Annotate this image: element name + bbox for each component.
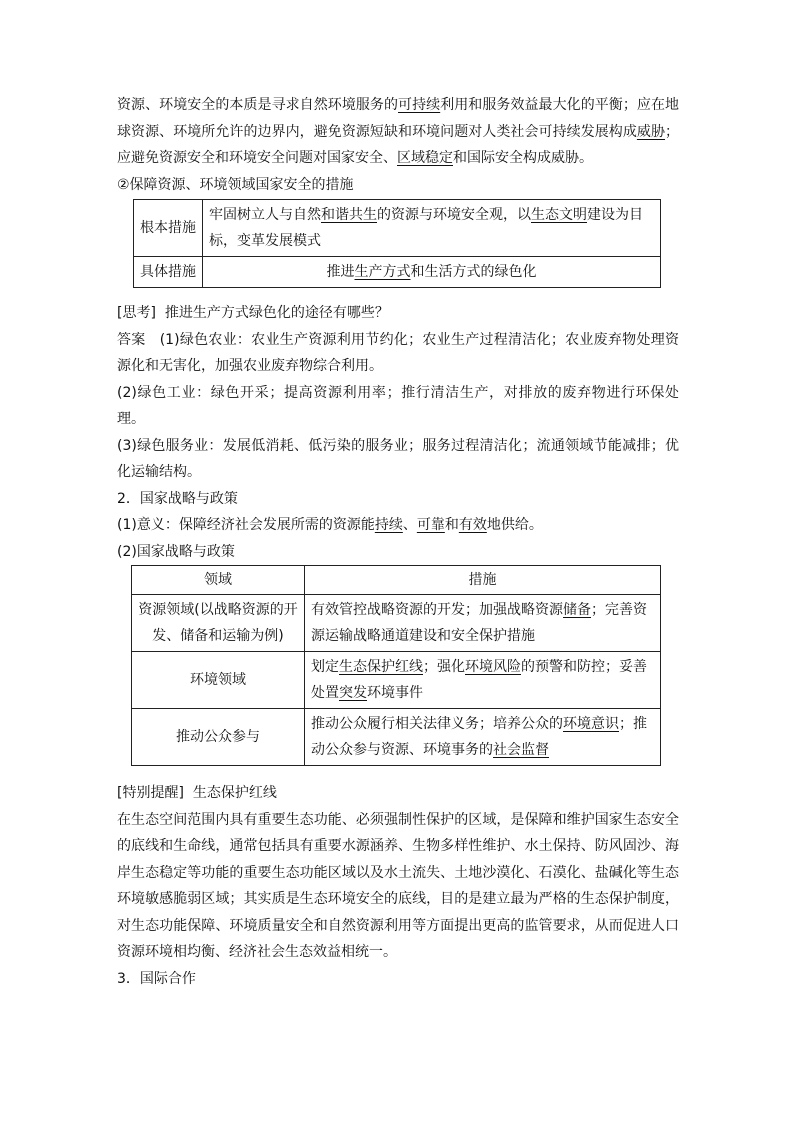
text-span: 的预警和防控；妥善处置 xyxy=(311,659,647,701)
underlined-keyword: 可持续 xyxy=(398,97,441,113)
text-span: 和 xyxy=(444,517,459,533)
section-3-heading: 3．国际合作 xyxy=(117,970,196,987)
row-content xyxy=(203,257,661,288)
underlined-keyword: 储备 xyxy=(563,602,591,618)
row-content xyxy=(203,200,661,257)
reminder-heading xyxy=(117,780,679,807)
section-2-heading: 2．国家战略与政策 xyxy=(117,490,238,507)
text-span: ；完善资源运输战略通道建设和安全保护措施 xyxy=(311,602,647,644)
underlined-keyword: 生态文明 xyxy=(531,207,587,223)
document-page xyxy=(117,92,679,992)
underlined-keyword: 可靠 xyxy=(416,517,445,533)
text-span: 划定 xyxy=(311,659,339,675)
text-span: 有效管控战略资源的开发；加强战略资源 xyxy=(311,602,563,618)
text-span: 应避免资源安全和环境安全问题对国家安全、 xyxy=(117,150,397,166)
row-label: 资源领域(以战略资源的开发、储备和运输为例) xyxy=(132,595,305,652)
answer-3: (3)绿色服务业：发展低消耗、低污染的服务业；服务过程清洁化；流通领域节能减排；优化运输结构。 xyxy=(117,437,679,480)
table-row xyxy=(134,257,661,288)
text-span: 推动公众履行相关法律义务；培养公众的 xyxy=(311,716,563,732)
answer-2: (2)绿色工业：绿色开采；提高资源利用率；推行清洁生产，对排放的废弃物进行环保处理。 xyxy=(117,384,679,427)
row-label: 根本措施 xyxy=(134,200,203,257)
text-span: 球资源、环境所允许的边界内，避免资源短缺和环境问题对人类社会可持续发展构成 xyxy=(117,123,637,140)
text-span: 利用和服务效益最大化的平衡；应在地 xyxy=(440,97,680,113)
text-span: 牢固树立人与自然 xyxy=(209,207,321,223)
table-row xyxy=(132,709,661,766)
underlined-keyword: 有效 xyxy=(458,517,487,533)
question-text: 推进生产方式绿色化的途径有哪些？ xyxy=(164,305,389,321)
text-span: 环境事件 xyxy=(367,685,423,701)
row-content xyxy=(305,652,661,709)
text-span: ；推动公众参与资源、环境事务的 xyxy=(311,716,647,758)
thinking-question xyxy=(117,300,679,327)
table-row xyxy=(132,595,661,652)
text-span: 和国际安全构成威胁。 xyxy=(453,150,593,166)
underlined-keyword: 区域稳定 xyxy=(397,150,453,166)
text-span: ； xyxy=(665,123,680,140)
underlined-keyword: 威胁 xyxy=(636,123,666,140)
answer-text: (1)绿色农业：农业生产资源利用节约化；农业生产过程清洁化；农业废弃物处理资源化和无害化，加强农业废弃物综合利用。 xyxy=(117,331,679,374)
text-span: ；强化 xyxy=(423,659,465,675)
underlined-keyword: 社会监督 xyxy=(493,742,549,758)
thinking-tag: [思考] xyxy=(117,305,156,321)
reminder-title: 生态保护红线 xyxy=(192,785,277,801)
row-label: 具体措施 xyxy=(134,257,203,288)
text-span: 地供给。 xyxy=(486,517,543,533)
strategy-subheading: (2)国家战略与政策 xyxy=(117,543,235,560)
row-content xyxy=(305,709,661,766)
significance-line xyxy=(117,512,679,539)
text-span: 建设为目标，变革发展模式 xyxy=(209,207,643,249)
measures-table xyxy=(133,199,661,288)
answer-label: 答案 xyxy=(117,331,146,348)
policy-table xyxy=(131,565,661,766)
text-span: 的资源与环境安全观，以 xyxy=(377,207,531,223)
header-domain: 领域 xyxy=(132,566,305,595)
underlined-keyword: 突发 xyxy=(339,685,367,701)
text-span: 推进 xyxy=(326,264,355,280)
underlined-keyword: 和谐共生 xyxy=(321,207,377,223)
reminder-body: 在生态空间范围内具有重要生态功能、必须强制性保护的区域，是保障和维护国家生态安全的底线和生命线，通常包括具有重要水源涵养、生物多样性维护、水土保持、防风固沙、海岸生态稳定等功能的重要生态功能区域以及水土流失、土地沙漠化、石漠化、盐碱化等生态环境敏感脆弱区域；其实质是生态环境安全的底线，目的是建立最为严格的生态保护制度，对生态功能保障、环境质量安全和自然资源利用等方面提出更高的监管要求，从而促进人口资源环境相均衡、经济社会生态效益相统一。 xyxy=(117,811,679,960)
answer-1 xyxy=(117,327,679,380)
underlined-keyword: 生态保护红线 xyxy=(339,659,423,675)
row-label: 推动公众参与 xyxy=(132,709,305,766)
row-label: 环境领域 xyxy=(132,652,305,709)
text-span: 和生活方式的绿色化 xyxy=(410,264,537,280)
measures-heading: ②保障资源、环境领域国家安全的措施 xyxy=(117,176,354,193)
table-row xyxy=(132,652,661,709)
reminder-tag: [特别提醒] xyxy=(117,785,184,801)
table-row xyxy=(134,200,661,257)
text-span: (1)意义：保障经济社会发展所需的资源能 xyxy=(117,517,375,533)
underlined-keyword: 环境意识 xyxy=(563,716,619,732)
table-header-row xyxy=(132,566,661,595)
intro-paragraph xyxy=(117,92,679,172)
text-span: 资源、环境安全的本质是寻求自然环境服务的 xyxy=(117,97,399,113)
row-content xyxy=(305,595,661,652)
underlined-keyword: 生产方式 xyxy=(354,264,411,280)
header-measures: 措施 xyxy=(305,566,661,595)
underlined-keyword: 持续 xyxy=(374,517,403,533)
text-span: 、 xyxy=(402,517,417,533)
underlined-keyword: 环境风险 xyxy=(465,659,521,675)
